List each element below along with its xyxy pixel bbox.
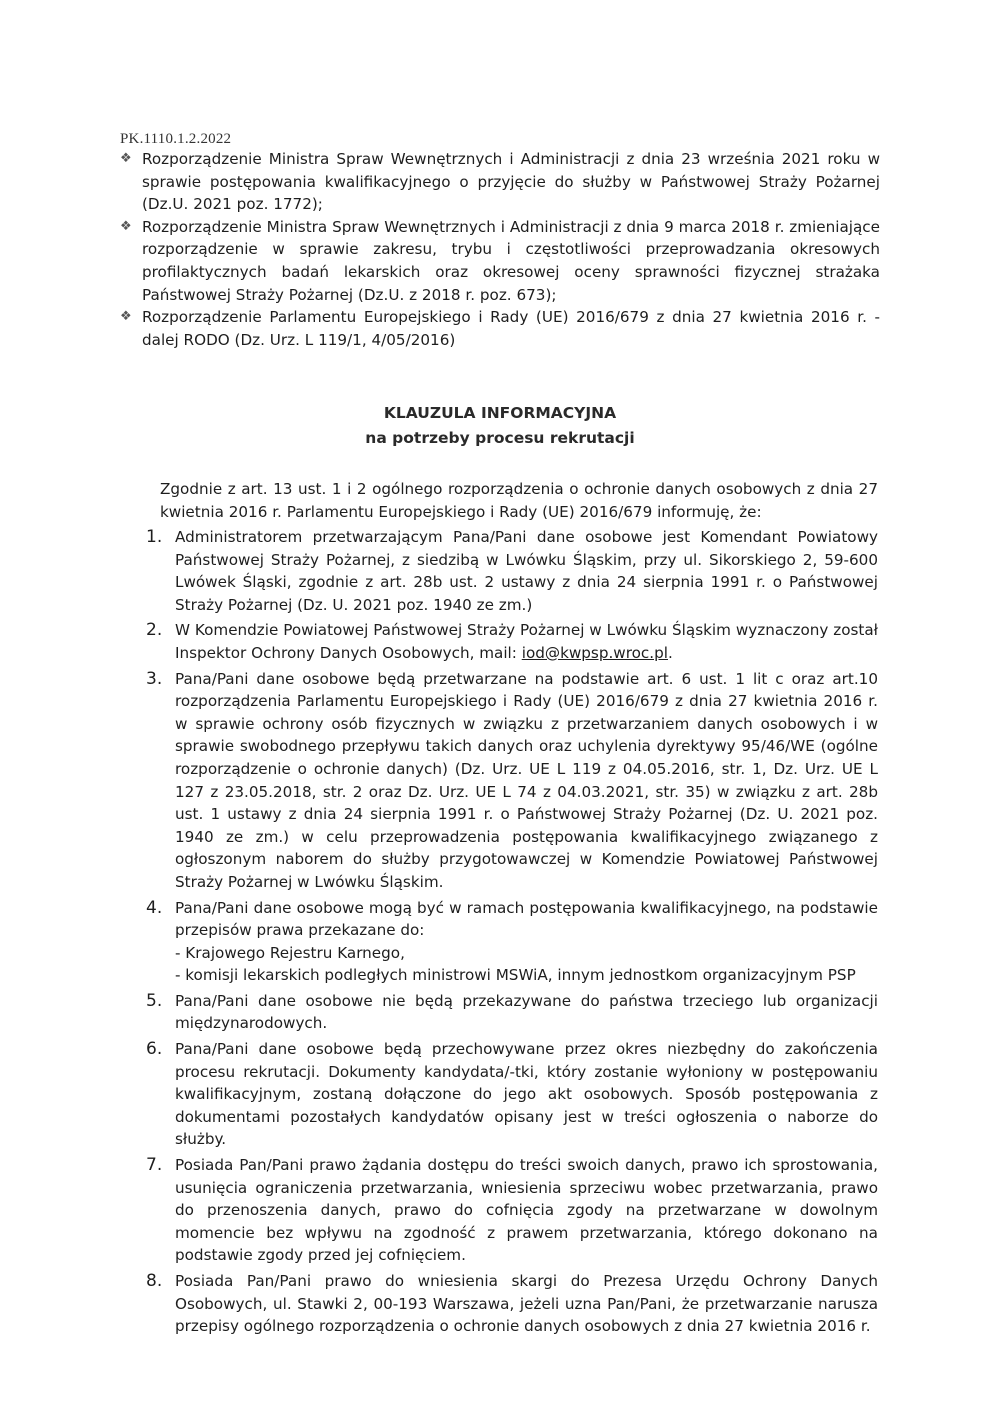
legal-basis-text: Rozporządzenie Ministra Spraw Wewnętrznych i Administracji z dnia 9 marca 2018 r. zmieniające rozporządzenie w sprawie zakresu, trybu i częstotliwości przeprowadzania okresowych profilaktycznych badań lekarskich oraz okresowej oceny sprawności fizycznej strażaka Państwowej Straży Pożarnej (Dz.U. z 2018 r. poz. 673); (142, 217, 880, 304)
clause-text: Pana/Pani dane osobowe nie będą przekazywane do państwa trzeciego lub organizacji międzynarodowych. (175, 991, 878, 1033)
document-subtitle: na potrzeby procesu rekrutacji (365, 429, 635, 447)
clause-text: W Komendzie Powiatowej Państwowej Straży Pożarnej w Lwówku Śląskim wyznaczony został Inspektor Ochrony Danych Osobowych, mail: (175, 621, 878, 662)
clause-text: Pana/Pani dane osobowe będą przetwarzane na podstawie art. 6 ust. 1 lit c oraz art.10 rozporządzenia Parlamentu Europejskiego i Rady (UE) 2016/679 z dnia 27 kwietnia 2016 r. w sprawie ochrony osób fizycznych w związku z przetwarzaniem danych osobowych i w sprawie swobodnego przepływu takich danych oraz uchylenia dyrektywy 95/46/WE (ogólne rozporządzenie o ochronie danych) (Dz. Urz. UE L 119 z 04.05.2016, str. 1, Dz. Urz. UE L 127 z 23.05.2018, str. 2 oraz Dz. Urz. UE L 74 z 04.03.2021, str. 35) w związku z art. 28b ust. 1 ustawy z dnia 24 sierpnia 1991 r. o Państwowej Straży Pożarnej (Dz. U. 2021 poz. 1940 ze zm.) w celu przeprowadzenia postępowania kwalifikacyjnego związanego z ogłoszonym naborem do służby przygotowawczej w Komendzie Powiatowej Państwowej Straży Pożarnej w Lwówku Śląskim. (175, 669, 878, 891)
clause-number: 3. (146, 668, 163, 689)
reference-number: PK.1110.1.2.2022 (120, 131, 232, 147)
document-title: KLAUZULA INFORMACYJNA (383, 404, 617, 422)
recipient-item: - komisji lekarskich podległych ministrowi MSWiA, innym jednostkom organizacyjnym PSP (175, 966, 856, 985)
legal-basis-list (120, 148, 880, 351)
clause-number: 4. (146, 897, 163, 918)
legal-basis-text: Rozporządzenie Ministra Spraw Wewnętrznych i Administracji z dnia 23 września 2021 roku w sprawie postępowania kwalifikacyjnego o przyjęcie do służby w Państwowej Straży Pożarnej (Dz.U. 2021 poz. 1772); (142, 150, 880, 214)
clause-item (140, 526, 878, 616)
clause-text: Posiada Pan/Pani prawo żądania dostępu do treści swoich danych, prawo ich sprostowania, usunięcia ograniczenia przetwarzania, wniesienia sprzeciwu wobec przetwarzania, prawo do przenoszenia danych, prawo do cofnięcia zgody na przetwarzane w dowolnym momencie bez wpływu na zgodność z prawem przetwarzania, którego dokonano na podstawie zgody przed jej cofnięciem. (175, 1156, 878, 1265)
diamond-bullet-icon: ❖ (120, 218, 132, 234)
clause-text: Pana/Pani dane osobowe mogą być w ramach postępowania kwalifikacyjnego, na podstawie przepisów prawa przekazane do: (175, 898, 878, 940)
clause-item (140, 668, 878, 894)
iod-email-link[interactable]: iod@kwpsp.wroc.pl (521, 643, 668, 662)
clause-text: Administratorem przetwarzającym Pana/Pani dane osobowe jest Komendant Powiatowy Państwowej Straży Pożarnej, z siedzibą w Lwówku Śląskim, przy ul. Sikorskiego 2, 59-600 Lwówek Śląski, zgodnie z art. 28b ust. 2 ustawy z dnia 24 sierpnia 1991 r. o Państwowej Straży Pożarnej (Dz. U. 2021 poz. 1940 ze zm.) (175, 528, 878, 614)
clause-number: 8. (146, 1271, 163, 1291)
legal-basis-item (120, 306, 880, 351)
clause-item (140, 619, 878, 664)
legal-basis-item (120, 148, 880, 216)
diamond-bullet-icon: ❖ (120, 309, 132, 325)
clause-item (140, 990, 878, 1035)
clause-text: Pana/Pani dane osobowe będą przechowywane przez okres niezbędny do zakończenia procesu rekrutacji. Dokumenty kandydata/-tki, który zostanie wyłoniony w postępowaniu kwalifikacyjnym, zostaną dołączone do jego akt osobowych. Sposób postępowania z dokumentami pozostałych kandydatów opisany jest w treści ogłoszenia o naborze do służby. (175, 1040, 878, 1149)
clause-number: 6. (146, 1039, 163, 1060)
recipient-item: - Krajowego Rejestru Karnego, (175, 943, 405, 962)
clause-number: 2. (146, 620, 163, 641)
clause-item (140, 1270, 878, 1338)
clause-text: Posiada Pan/Pani prawo do wniesienia skargi do Prezesa Urzędu Ochrony Danych Osobowych, ul. Stawki 2, 00-193 Warszawa, jeżeli uzna Pan/Pani, że przetwarzanie narusza przepisy ogólnego rozporządzenia o ochronie danych osobowych z dnia 27 kwietnia 2016 r. (175, 1272, 878, 1336)
legal-basis-text: Rozporządzenie Parlamentu Europejskiego i Rady (UE) 2016/679 z dnia 27 kwietnia 2016 r. - dalej RODO (Dz. Urz. L 119/1, 4/05/2016) (142, 308, 880, 349)
clause-number: 1. (146, 527, 163, 547)
clause-item (140, 1154, 878, 1267)
intro-paragraph: Zgodnie z art. 13 ust. 1 i 2 ogólnego rozporządzenia o ochronie danych osobowych z dnia 27 kwietnia 2016 r. Parlamentu Europejskiego i Rady (UE) 2016/679 informuję, że: (160, 480, 878, 521)
clause-text-end: . (667, 643, 673, 662)
clause-item (140, 1038, 878, 1151)
clause-list (140, 526, 878, 1341)
diamond-bullet-icon: ❖ (120, 151, 132, 166)
legal-basis-item (120, 216, 880, 306)
clause-number: 7. (146, 1155, 163, 1176)
clause-item (140, 897, 878, 987)
clause-number: 5. (146, 990, 163, 1011)
